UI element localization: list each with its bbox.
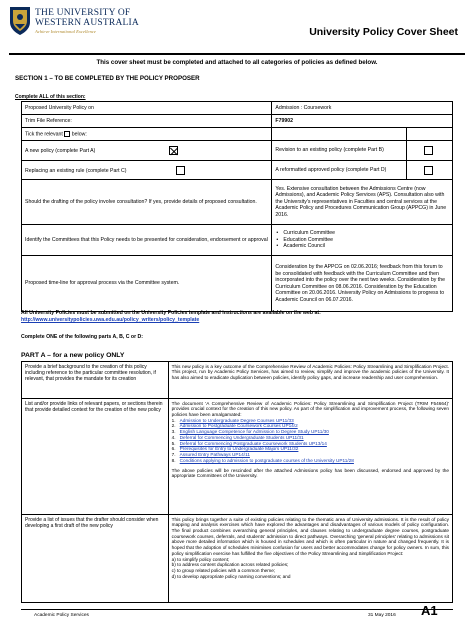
- proposer-form-table: [21, 101, 453, 312]
- trim-label: Trim File Reference:: [22, 115, 272, 128]
- objective-item: c) to group related policies with a common theme;: [171, 568, 276, 574]
- header-divider: [9, 53, 465, 55]
- university-name: THE UNIVERSITY OF WESTERN AUSTRALIA: [35, 8, 139, 28]
- papers-answer[interactable]: [168, 399, 452, 515]
- option-revision: Revision to an existing policy (complete Part B): [272, 141, 407, 161]
- objective-item: d) to develop appropriate policy naming conventions; and: [171, 573, 291, 579]
- policy-link-item: 1. Admission to Undergraduate Degree Courses UP11/33: [171, 417, 294, 423]
- section-1-heading: SECTION 1 – TO BE COMPLETED BY THE POLICY PROPOSER: [15, 75, 200, 82]
- policy-link[interactable]: Deferral for Commencing Undergraduate Students UP11/31: [179, 434, 304, 440]
- policy-link[interactable]: English Language Competence for Admission to Degree Study UP11/30: [179, 429, 329, 435]
- committee-item: • Curriculum Committee: [275, 230, 449, 237]
- policy-link-item: 7. Assured Entry Pathways UP14/11: [171, 452, 250, 458]
- policy-link[interactable]: Admission to Undergraduate Degree Courses UP11/33: [179, 417, 294, 423]
- committees-answer[interactable]: [272, 225, 453, 256]
- footer-divider: [21, 609, 453, 610]
- committee-item: • Education Committee: [275, 237, 449, 244]
- part-a-heading: PART A – for a new policy ONLY: [21, 352, 125, 359]
- policy-link[interactable]: Deferral for Commencing Postgraduate Coursework Students UP13/14: [179, 440, 327, 446]
- policy-link-item: 3. English Language Competence for Admission to Degree Study UP11/30: [171, 429, 329, 435]
- part-a-table: [21, 361, 453, 603]
- page-code: A1: [421, 603, 438, 618]
- page-title: University Policy Cover Sheet: [309, 26, 458, 38]
- policy-link-item: 5. Deferral for Commencing Postgraduate Coursework Students UP13/14: [171, 440, 327, 446]
- trim-value[interactable]: F79902: [272, 115, 453, 128]
- consultation-question: Should the drafting of the policy involve consultation? If yes, provide details of proposed consultation.: [22, 180, 272, 225]
- submit-note: All University Policies must be submitted on the University Policies template and instructions are available on the web at: http://www.universitypolicies.uwa.edu.au/policy_writers/policy_template: [21, 310, 321, 323]
- complete-all-label: Complete ALL of this section:: [15, 94, 86, 100]
- revision-checkbox[interactable]: [424, 146, 433, 155]
- issues-answer[interactable]: [168, 515, 452, 603]
- papers-outro: The above policies will be rescinded after the attached Admissions policy has been discussed, endorsed and approved by the appropriate Committees of the University.: [171, 467, 449, 479]
- issues-question: Provide a list of issues that the drafter should consider when developing a first draft of the new policy: [22, 515, 169, 603]
- proposed-policy-label: Proposed University Policy on: [22, 102, 272, 115]
- papers-intro: The document 'A Comprehensive Review of Academic Policies: Policy Streamlining and Simplification Project (TRIM F54664)' provides crucial context for the creation of this new policy. As part of the simplification and improvement process, the following seven policies have been amalgamated:: [171, 400, 449, 417]
- option-reformatted: A reformatted approved policy (complete Part D): [272, 161, 407, 180]
- footer-department: Academic Policy Services: [34, 613, 89, 618]
- complete-one-label: Complete ONE of the following parts A, B, C or D:: [21, 334, 144, 340]
- timeline-answer[interactable]: Consideration by the APPCG on 02.06.2016; feedback from this forum to be consolidated with feedback with the Curriculum Committee and then incorporated into the policy over the next two weeks. Consideration by the Curriculum Committee on 08.06.2016. Consideration by the Education Committee on 20.06.2016. University Policy on Admissions to progress to Academic Council on 06.07.2016.: [272, 256, 453, 312]
- university-motto: Achieve International Excellence: [35, 29, 96, 34]
- objective-item: b) to address content duplication across related policies;: [171, 562, 289, 568]
- objective-item: a) to simplify policy content;: [171, 556, 230, 562]
- tick-instruction: Tick the relevant below:: [22, 128, 272, 141]
- crest-icon: [9, 6, 31, 36]
- policy-link[interactable]: Prerequisites for Entry to Undergraduate Majors UP11/32: [179, 446, 299, 452]
- papers-question: List and/or provide links of relevant papers, or sections therein that provide detailed context for the creation of the new policy: [22, 399, 169, 515]
- footer-date: 31 May 2016: [368, 613, 396, 618]
- policy-link-item: 6. Prerequisites for Entry to Undergraduate Majors UP11/32: [171, 446, 299, 452]
- committees-question: Identify the Committees that this Policy needs to be presented for consideration, endorsement or approval: [22, 225, 272, 256]
- policy-link[interactable]: Assured Entry Pathways UP14/11: [179, 452, 250, 458]
- policy-link[interactable]: Admission to Postgraduate Coursework Courses UP14/2: [179, 423, 298, 429]
- option-new-policy: A new policy (complete Part A): [22, 141, 272, 161]
- option-replacing: Replacing an existing rule (complete Part C): [22, 161, 272, 180]
- consultation-answer[interactable]: Yes. Extensive consultation between the Admissions Centre (now Admissions), and Academic Policy Services (APS). Consultation also with the University's representatives in Faculties and central services at the Academic Policy and Procedures Communication Group (APPCG) in June 2016.: [272, 180, 453, 225]
- replacing-checkbox[interactable]: [176, 166, 185, 175]
- new-policy-checkbox[interactable]: [169, 146, 178, 155]
- timeline-question: Proposed time-line for approval process via the Committee system.: [22, 256, 272, 312]
- reformatted-checkbox[interactable]: [424, 166, 433, 175]
- policy-link-item: 4. Deferral for Commencing Undergraduate Students UP11/31: [171, 434, 304, 440]
- policy-link-item: 2. Admission to Postgraduate Coursework Courses UP14/2: [171, 423, 298, 429]
- background-answer[interactable]: This new policy is a key outcome of the Comprehensive Review of Academic Policies: Policy Streamlining and Simplification Project. This project, run by Academic Policy Services, has aimed to review, simplify and improve the academic policies of the University. It has also aimed to eradicate duplication between policies, identify policy gaps, and increase readership and user comprehension.: [168, 362, 452, 399]
- university-logo: [9, 6, 159, 52]
- tick-example-box: [64, 131, 70, 137]
- policy-link-item: 8. Conditions applying to admission to postgraduate courses of the University UP11/28: [171, 457, 354, 463]
- committee-item: • Academic Council: [275, 243, 449, 250]
- issues-text: This policy brings together a suite of existing policies relating to the thematic area of University admissions. It is the result of policy mapping and analysis exercises which have explored the advantages and disadvantages of various models of policy configuration. The final product combines overarching general principles, and clauses relating to undergraduate degree courses, postgraduate coursework courses, deferrals, and students' admission to direct pathways. Overarching 'general principles' relating to admissions sit above more detailed information which is housed in schedules and which is often particular in nature and changed frequently. It is hoped that the adoption of schedules minimises confusion for users and better accommodates change for policy owners. In sum, this policy simplification exercise has fulfilled the five objectives of the Policy Streamlining and Simplification Project:: [171, 516, 449, 556]
- proposed-policy-value[interactable]: Admission : Coursework: [272, 102, 453, 115]
- policy-link[interactable]: Conditions applying to admission to postgraduate courses of the University UP11/28: [179, 457, 354, 463]
- background-question: Provide a brief background to the creation of this policy including reference to the particular committee resolution, if relevant, that provides the mandate for its creation: [22, 362, 169, 399]
- policy-template-link[interactable]: http://www.universitypolicies.uwa.edu.au/policy_writers/policy_template: [21, 316, 200, 323]
- instruction-text: This cover sheet must be completed and attached to all categories of policies as defined below.: [96, 59, 378, 66]
- amalgamated-policy-list: [172, 418, 449, 464]
